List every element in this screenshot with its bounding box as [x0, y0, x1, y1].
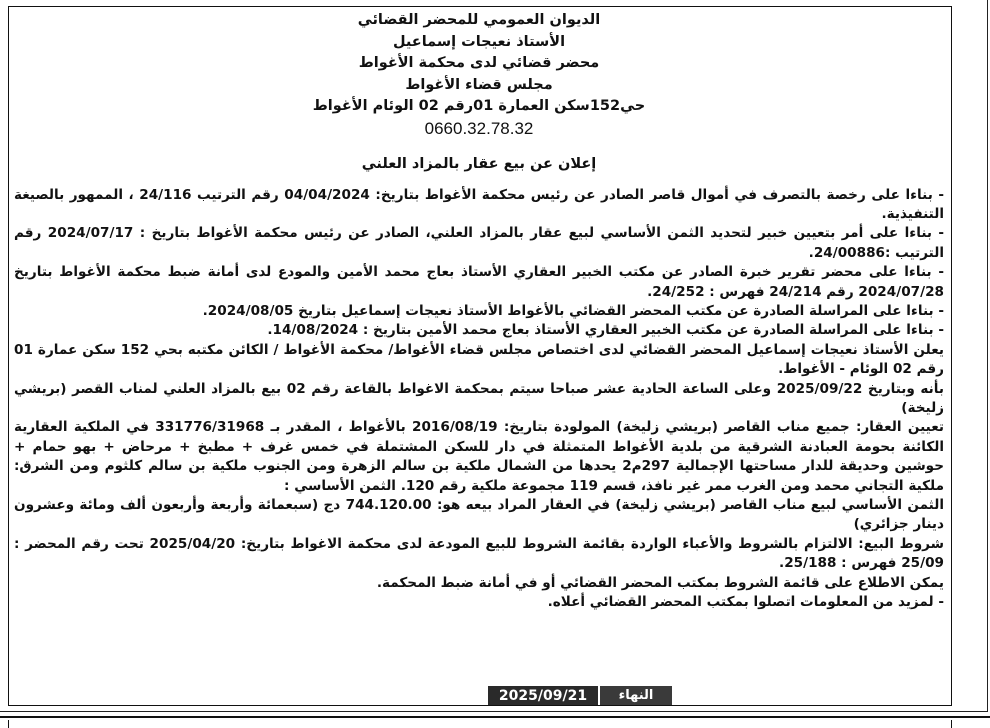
bailiff-name: الأستاذ نعيجات إسماعيل [392, 33, 566, 50]
footer-label: النهاء [618, 688, 654, 703]
paragraph-auction-date: بأنه وبتاريخ 2025/09/22 وعلى الساعة الحادية عشر صباحا سيتم بمحكمة الاغواط بالقاعة رقم 02 بيع بالمزاد العلني لمناب القصر (بريشي زليخة) [14, 380, 944, 416]
office-address: حي152سكن العمارة 01رقم 02 الوئام الأغواط [312, 98, 646, 114]
paragraph-contact: - لمزيد من المعلومات اتصلوا بمكتب المحضر القضائي أعلاه. [547, 594, 944, 611]
bailiff-title: محضر قضائي لدى محكمة الأغواط [358, 55, 600, 71]
paragraph-base-price: الثمن الأساسي لبيع مناب القاصر (بريشي زليخة) في العقار المراد بيعه هو: 744.120.00 دج (سبعمائة وأربعة وأربعون ألف ومائة وعشرون دينار جزائري) [14, 497, 944, 533]
paragraph-expert-order: - بناءا على أمر بتعيين خبير لتحديد الثمن الأساسي لبيع عقار بالمزاد العلني، الصادر عن رئيس محكمة الأغواط بتاريخ : 2024/07/17 رقم الترتيب :24/00886. [14, 225, 944, 261]
paragraph-expert-report: - بناءا على محضر تقرير خبرة الصادر عن مكتب الخبير العقاري الأستاذ بعاج محمد الأمين والمودع لدى أمانة ضبط محكمة الأغواط بتاريخ 2024/07/28 رقم 24/214 فهرس : 24/252. [14, 264, 944, 300]
office-phone: 0660.32.78.32 [424, 118, 534, 138]
bailiff-header [14, 10, 944, 140]
footer-stamp [488, 686, 672, 705]
paragraph-authorization: - بناءا على رخصة بالتصرف في أموال قاصر الصادر عن رئيس محكمة الأغواط بتاريخ: 04/04/2024 رقم الترتيب 24/116 ، الممهور بالصيغة التنفيذية. [14, 186, 944, 222]
office-name: الديوان العمومي للمحضر القضائي [357, 12, 601, 28]
paragraph-expert-letter: - بناءا على المراسلة الصادرة عن مكتب الخبير العقاري الأستاذ بعاج محمد الأمين بتاريخ : 14/08/2024. [267, 322, 944, 339]
paragraph-sale-conditions: شروط البيع: الالتزام بالشروط والأعباء الواردة بقائمة الشروط للبيع المودعة لدى محكمة الاغواط بتاريخ: 2025/04/20 تحت رقم المحضر : 25/09 فهرس : 25/188. [14, 535, 944, 572]
auction-notice [14, 10, 944, 612]
notice-title: إعلان عن بيع عقار بالمزاد العلني [361, 155, 597, 172]
paragraph-bailiff-letter: - بناءا على المراسلة الصادرة عن مكتب المحضر القضائي بالأغواط الأستاذ نعيجات إسماعيل بتاريخ 2024/08/05. [202, 302, 944, 319]
paragraph-consult-conditions: يمكن الاطلاع على قائمة الشروط بمكتب المحضر القضائي أو في أمانة ضبط المحكمة. [376, 574, 944, 591]
footer-date: 2025/09/21 [488, 686, 600, 705]
next-notice-box-edge [8, 720, 952, 728]
notice-body [14, 186, 944, 613]
paragraph-property-description: تعيين العقار: جميع مناب القاصر (بريشي زليخة) المولودة بتاريخ: 2016/08/19 بالأغواط ، المقدر بـ 331776/31968 في الملكية العقارية الكائنة بحومة العبادنة الشرقية من بلدية الأغواط المتمثلة في دار للسكن المشتملة في خمس غرف + مطبخ + مرحاض + بهو حمام + حوشين وحديقة للدار مساحتها الإجمالية 297م2 يحدها من الشمال ملكية بن سالم الزهرة ومن الجنوب ملكية بن سالم كلثوم ومن الشرق: ملكية التجاني محمد ومن الغرب ممر غير نافذ، قسم 119 مجموعة ملكية رقم 120. الثمن الأساسي : [14, 419, 945, 494]
paragraph-announcement: يعلن الأستاذ نعيجات إسماعيل المحضر القضائي لدى اختصاص مجلس قضاء الأغواط/ محكمة الأغواط / الكائن مكتبه بحي 152 سكن عمارة 01 رقم 02 الوئام - الأغواط. [14, 341, 944, 378]
court-council: مجلس قضاء الأغواط [405, 76, 553, 93]
next-notice-edge [0, 716, 990, 726]
